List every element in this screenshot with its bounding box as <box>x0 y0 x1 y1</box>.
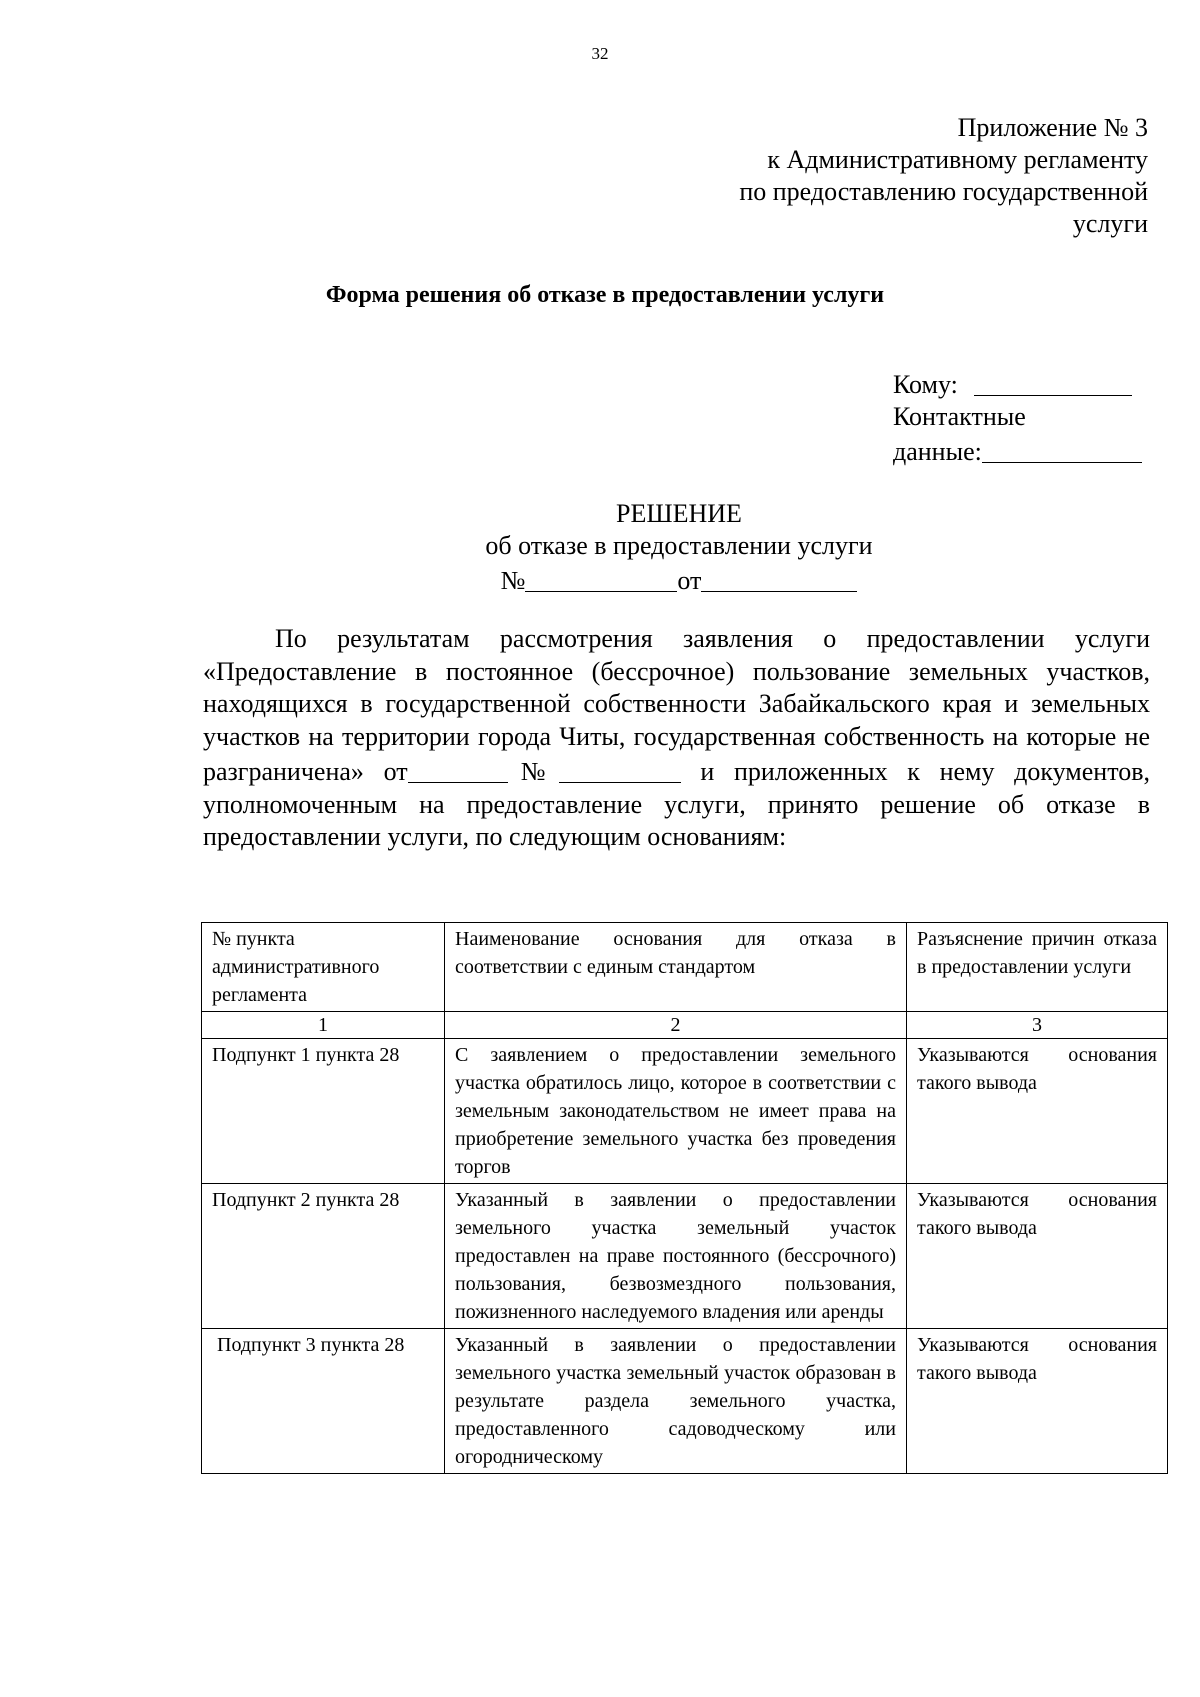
appendix-line-2: к Административному регламенту <box>767 145 1148 174</box>
table-row <box>202 1184 1168 1329</box>
row-point: Подпункт 1 пункта 28 <box>202 1039 445 1184</box>
row-explanation: Указываются основания такого вывода <box>907 1039 1168 1184</box>
decision-subtitle: об отказе в предоставлении услуги <box>485 531 873 560</box>
decision-from-word: от <box>677 566 702 595</box>
refusal-reasons-table <box>201 922 1168 1474</box>
column-number-1: 1 <box>202 1012 445 1039</box>
decision-title: РЕШЕНИЕ <box>616 499 742 528</box>
row-reason: Указанный в заявлении о предоставлении земельного участка земельный участок образован в результате раздела земельного участка, предоставленного садоводческому или огородническому <box>445 1329 907 1474</box>
table-header-row <box>202 923 1168 1012</box>
recipient-to-label: Кому: <box>893 370 958 399</box>
header-reason-name: Наименование основания для отказа в соответствии с единым стандартом <box>445 923 907 1012</box>
appendix-line-1: Приложение № 3 <box>957 113 1148 142</box>
row-point: Подпункт 2 пункта 28 <box>202 1184 445 1329</box>
row-point: Подпункт 3 пункта 28 <box>202 1329 445 1474</box>
contacts-label-line-1: Контактные <box>893 402 1026 431</box>
form-title: Форма решения об отказе в предоставлении услуги <box>325 282 885 308</box>
application-date-blank <box>408 756 508 783</box>
row-reason: Указанный в заявлении о предоставлении земельного участка земельный участок предоставлен на праве постоянного (бессрочного) пользования, безвозмездного пользования, пожизненного наследуемого владения или аренды <box>445 1184 907 1329</box>
decision-number-sign: № <box>500 566 526 595</box>
recipient-block <box>893 366 1163 468</box>
column-number-3: 3 <box>907 1012 1168 1039</box>
appendix-line-4: услуги <box>1072 209 1148 238</box>
decision-number-blank <box>525 565 677 592</box>
row-explanation: Указываются основания такого вывода <box>907 1184 1168 1329</box>
page-number: 32 <box>591 44 609 63</box>
body-text-part-2: и приложенных к нему документов, уполномоченным на предоставление услуги, принято решение об отказе в предоставлении услуги, по следующим основаниям: <box>203 757 1151 851</box>
header-explanation: Разъяснение причин отказа в предоставлении услуги <box>907 923 1168 1012</box>
decision-number-line <box>0 562 1200 597</box>
table-column-numbers-row <box>202 1012 1168 1039</box>
column-number-2: 2 <box>445 1012 907 1039</box>
application-number-blank <box>559 756 681 783</box>
decision-date-blank <box>701 565 857 592</box>
header-point-number: № пункта административного регламента <box>202 923 445 1012</box>
appendix-line-3: по предоставлению государственной <box>739 177 1148 206</box>
table-row <box>202 1039 1168 1184</box>
row-reason: С заявлением о предоставлении земельного участка обратилось лицо, которое в соответствии с земельным законодательством не имеет права на приобретение земельного участка без проведения торгов <box>445 1039 907 1184</box>
table-row <box>202 1329 1168 1474</box>
decision-heading <box>0 498 1200 597</box>
contacts-blank <box>982 436 1142 463</box>
contacts-label-line-2: данные: <box>893 437 982 466</box>
appendix-block <box>588 112 1148 240</box>
body-number-sign: № <box>507 757 559 786</box>
row-explanation: Указываются основания такого вывода <box>907 1329 1168 1474</box>
body-paragraph <box>203 623 1150 854</box>
recipient-to-blank <box>974 369 1132 396</box>
body-text-part-1: По результатам рассмотрения заявления о предоставлении услуги «Предоставление в постоянное (бессрочное) пользование земельных участков, находящихся в государственной собственности Забайкальского края и земельных участков на территории города Читы, государственная собственность на которые не разграничена» от <box>203 624 1150 786</box>
